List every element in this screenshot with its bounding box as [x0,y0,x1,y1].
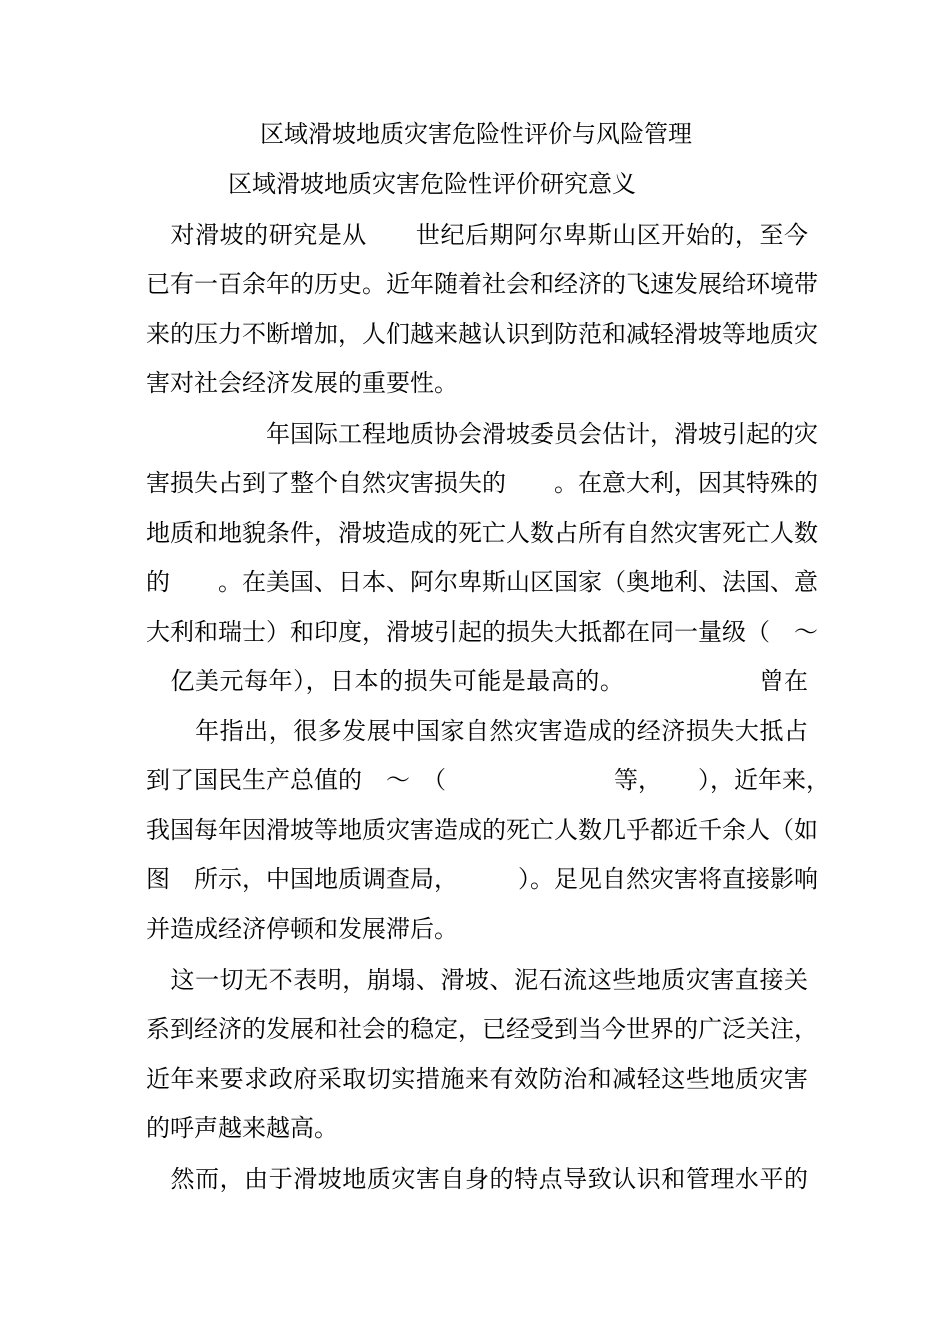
body-line: 这一切无不表明，崩塌、滑坡、泥石流这些地质灾害直接关 [146,966,808,994]
body-line: 并造成经济停顿和发展滞后。 [146,915,458,943]
body-line: 近年来要求政府采取切实措施来有效防治和减轻这些地质灾害 [146,1065,808,1093]
body-line: 然而，由于滑坡地质灾害自身的特点导致认识和管理水平的 [146,1165,808,1193]
body-line: 害损失占到了整个自然灾害损失的 。在意大利，因其特殊的 [146,469,818,497]
section-heading: 区域滑坡地质灾害危险性评价研究意义 [228,170,636,198]
body-line: 的呼声越来越高。 [146,1114,338,1142]
body-line: 害对社会经济发展的重要性。 [146,369,458,397]
document-title: 区域滑坡地质灾害危险性评价与风险管理 [260,120,692,148]
body-line: 大利和瑞士）和印度，滑坡引起的损失大抵都在同一量级（ ～ [146,618,818,646]
body-line: 地质和地貌条件，滑坡造成的死亡人数占所有自然灾害死亡人数 [146,519,818,547]
body-line: 来的压力不断增加，人们越来越认识到防范和减轻滑坡等地质灾 [146,320,818,348]
body-line: 年国际工程地质协会滑坡委员会估计，滑坡引起的灾 [146,420,818,448]
body-line: 亿美元每年），日本的损失可能是最高的。 曾在 [146,667,808,695]
body-line: 图 所示，中国地质调查局， ）。足见自然灾害将直接影响 [146,865,818,893]
body-line: 到了国民生产总值的 ～ （ 等， ），近年来， [146,766,830,794]
body-line: 年指出，很多发展中国家自然灾害造成的经济损失大抵占 [146,717,808,745]
body-line: 已有一百余年的历史。近年随着社会和经济的飞速发展给环境带 [146,270,818,298]
body-line: 我国每年因滑坡等地质灾害造成的死亡人数几乎都近千余人（如 [146,816,818,844]
body-line: 的 。在美国、日本、阿尔卑斯山区国家（奥地利、法国、意 [146,568,818,596]
body-line: 对滑坡的研究是从 世纪后期阿尔卑斯山区开始的，至今 [146,221,808,249]
body-line: 系到经济的发展和社会的稳定，已经受到当今世界的广泛关注， [146,1015,818,1043]
